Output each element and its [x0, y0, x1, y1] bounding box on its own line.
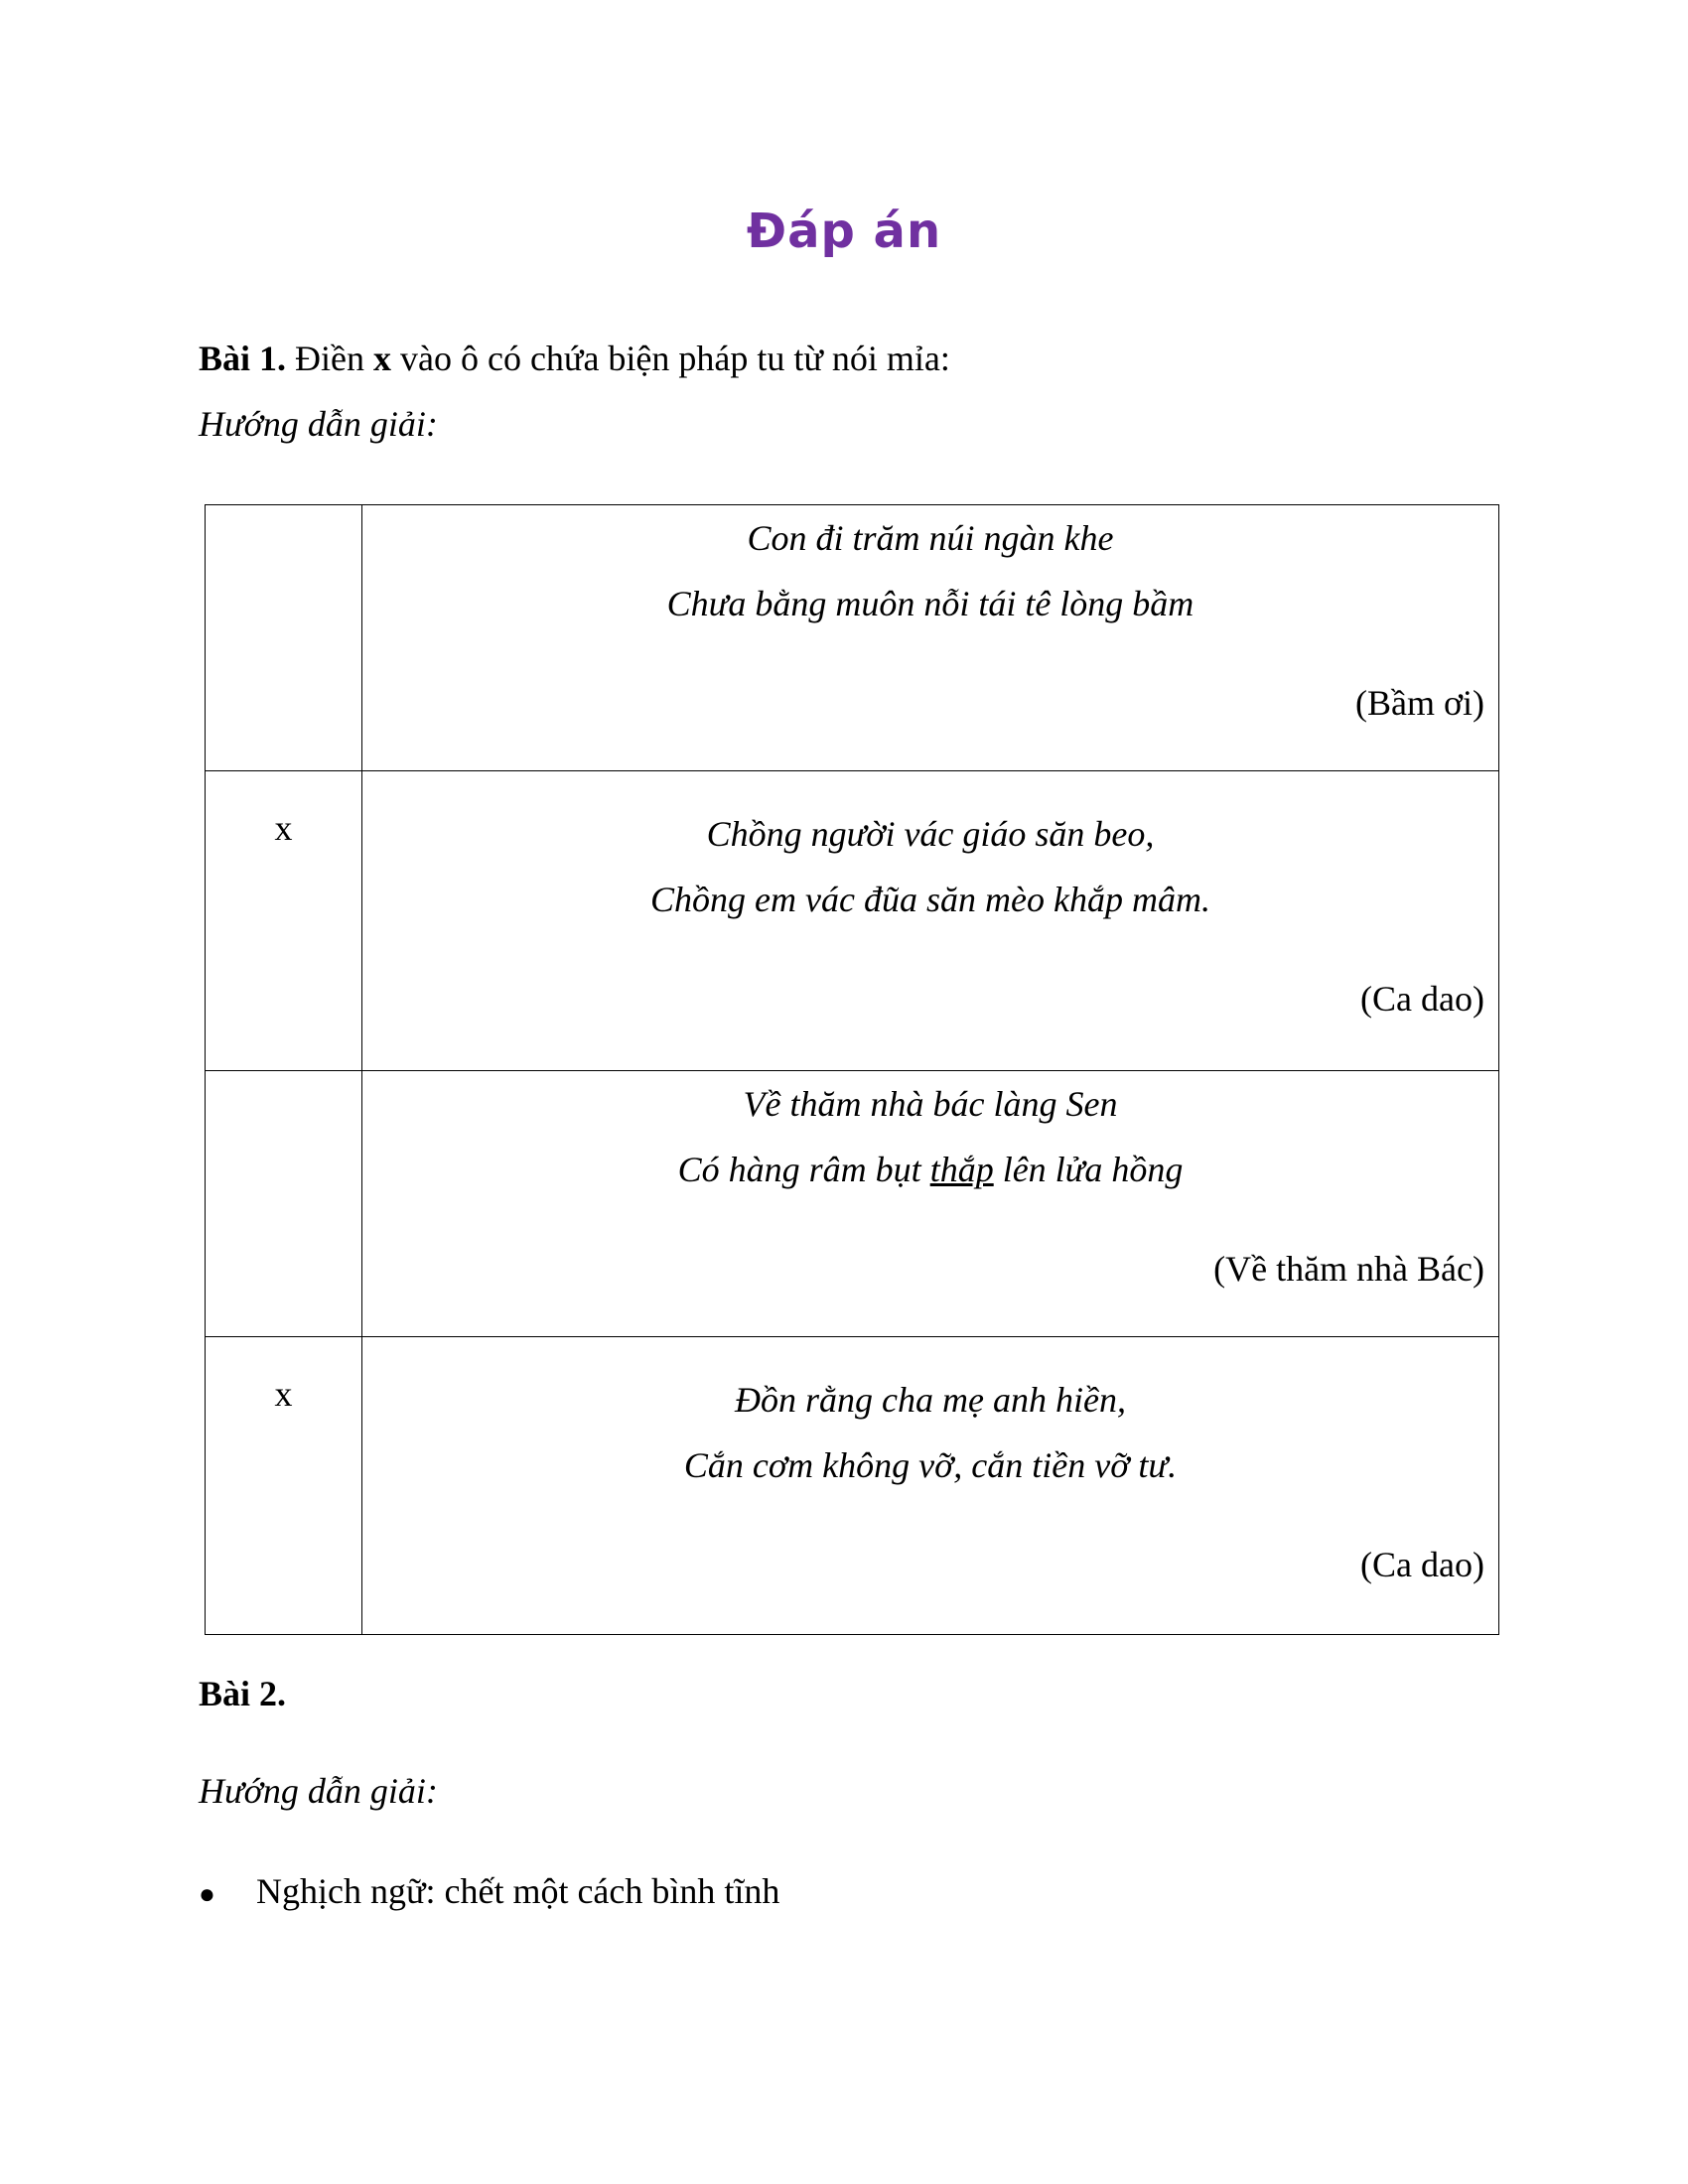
exercise2-guide: Hướng dẫn giải:	[199, 1771, 438, 1811]
list-item	[199, 1870, 779, 1912]
mark-cell[interactable]	[206, 1071, 362, 1337]
verse-line-1: Đồn rằng cha mẹ anh hiền,	[735, 1380, 1126, 1420]
table-row	[206, 1071, 1499, 1337]
underlined-word: thắp	[929, 1150, 994, 1189]
verse	[362, 1071, 1498, 1202]
verse-cell	[362, 1337, 1499, 1635]
bullet-text: Nghịch ngữ: chết một cách bình tĩnh	[256, 1871, 780, 1911]
bullet-icon: ●	[199, 1878, 215, 1910]
verse-source: (Về thăm nhà Bác)	[1213, 1249, 1484, 1289]
mark-cell[interactable]	[206, 505, 362, 771]
verse	[362, 771, 1498, 932]
exercise2-heading: Bài 2.	[199, 1674, 287, 1713]
verse-source: (Ca dao)	[1360, 979, 1484, 1019]
verse-line-2: Chồng em vác đũa săn mèo khắp mâm.	[650, 880, 1210, 919]
verse	[362, 505, 1498, 636]
verse-line-1: Chồng người vác giáo săn beo,	[706, 814, 1155, 854]
exercise1-instruction-post: vào ô có chứa biện pháp tu từ nói mỉa:	[391, 339, 950, 378]
exercise1-heading: Bài 1.	[199, 339, 287, 378]
verse-line-2: Cắn cơm không vỡ, cắn tiền vỡ tư.	[683, 1445, 1178, 1485]
verse-line-1: Về thăm nhà bác làng Sen	[743, 1084, 1118, 1124]
verse-line-2: Chưa bằng muôn nỗi tái tê lòng bầm	[666, 584, 1195, 623]
verse-line-2-post: lên lửa hồng	[993, 1150, 1184, 1189]
table-row	[206, 505, 1499, 771]
exercise1-guide: Hướng dẫn giải:	[199, 404, 438, 444]
exercise1-instruction-mark: x	[373, 339, 391, 378]
verse-source: (Ca dao)	[1360, 1545, 1484, 1584]
verse-cell	[362, 505, 1499, 771]
answer-table	[205, 504, 1499, 1635]
verse-line-2	[362, 1137, 1498, 1202]
verse-line-2-pre: Có hàng râm bụt	[677, 1150, 930, 1189]
table-row	[206, 1337, 1499, 1635]
verse	[362, 1337, 1498, 1498]
verse-source: (Bầm ơi)	[1354, 683, 1484, 723]
exercise1-instruction	[199, 338, 950, 379]
table-row	[206, 771, 1499, 1071]
page-title: Đáp án	[746, 204, 942, 259]
verse-cell	[362, 1071, 1499, 1337]
verse-cell	[362, 771, 1499, 1071]
mark-cell[interactable]: x	[206, 771, 362, 1071]
verse-line-1: Con đi trăm núi ngàn khe	[747, 518, 1114, 558]
mark-cell[interactable]: x	[206, 1337, 362, 1635]
exercise1-instruction-pre: Điền	[286, 339, 373, 378]
